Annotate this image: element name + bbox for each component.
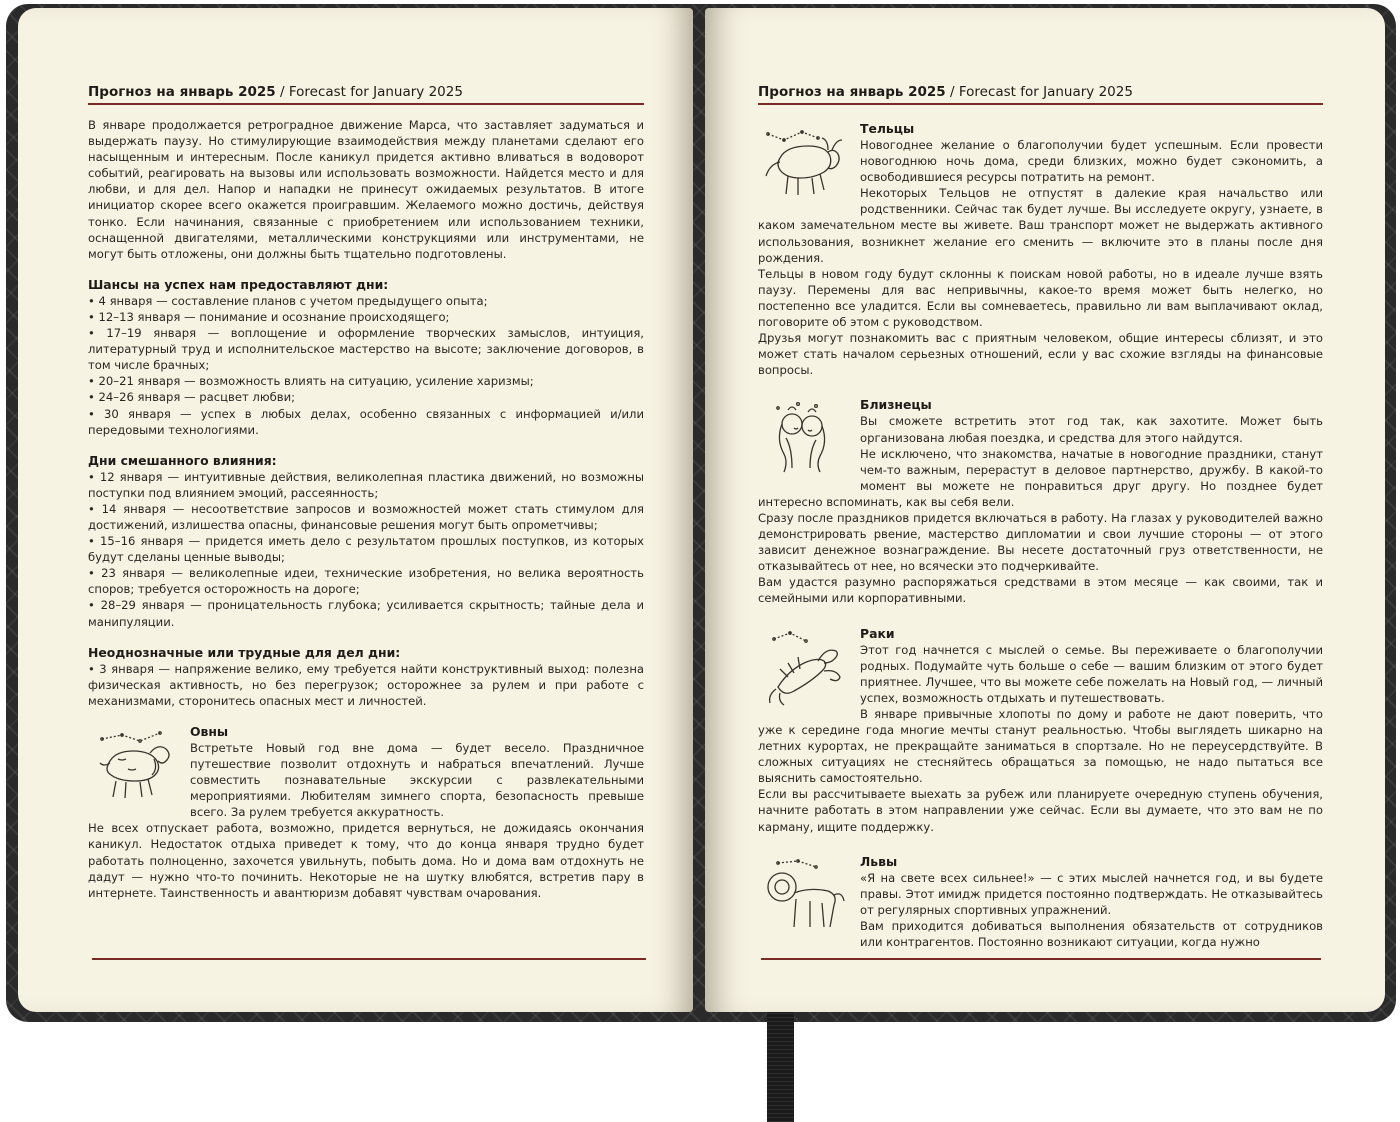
sign-paragraph: Вам удастся разумно распоряжаться средствами в этом месяце — как своими, так и семейными или корпоративными. bbox=[758, 575, 1323, 606]
sign-name: Львы bbox=[860, 853, 898, 869]
section-title: Шансы на успех нам предоставляют дни: bbox=[88, 276, 389, 292]
sign-paragraph: Сразу после праздников придется включаться в работу. На глазах у руководителей важно демонстрировать рвение, мастерство дипломатии и свои лучшие стороны — от этого зависит денежное вознаграждение. Вы несете достаточный груз ответственности, не отказывайтесь от нее, но всячески это подчеркивайте. bbox=[758, 510, 1323, 574]
section-title: Неоднозначные или трудные для дел дни: bbox=[88, 644, 401, 660]
header-title-en: Forecast for January 2025 bbox=[288, 84, 463, 100]
sign-paragraph: Этот год начнется с мыслей о семье. Вы переживаете о благополучии родных. Подумайте чуть больше о себе — вашим близким от этого будет приятнее. Лучшее, что вы можете себе пожелать на Новый год, — личный успех, возможность отдыхать и путешествовать. bbox=[860, 642, 1323, 705]
sign-paragraph: В январе привычные хлопоты по дому и работе не дают поверить, что уже к середине года многие мечты станут реальностью. Чтобы выглядеть шикарно на летних курортах, не прекращайте заниматься в спортзале. Но не переусердствуйте. В сложных ситуациях не стесняйтесь обращаться за помощью, не надо пытаться все выяснить самостоятельно. bbox=[758, 706, 1323, 786]
left-page-header bbox=[88, 84, 644, 105]
sign-taurus bbox=[758, 120, 1323, 378]
sign-paragraph: Друзья могут познакомить вас с приятным человеком, общие интересы сблизят, и это может стать началом серьезных отношений, если у вас схожие взгляды на финансовые вопросы. bbox=[758, 331, 1323, 378]
sign-paragraph: «Я на свете всех сильнее!» — с этих мыслей начнется год, и вы будете правы. Этот имидж придется постоянно подтверждать. Не отказывайтесь от регулярных спортивных упражнений. bbox=[860, 870, 1323, 917]
section-title: Дни смешанного влияния: bbox=[88, 452, 277, 468]
list-item: • 20–21 января — возможность влиять на ситуацию, усиление харизмы; bbox=[88, 374, 534, 389]
list-item: • 17–19 января — воплощение и оформление творческих замыслов, интуиция, литературный труд и исполнительское мастерство на высоте; заключение договоров, в том числе брачных; bbox=[88, 326, 644, 373]
day-list bbox=[88, 293, 644, 438]
sign-cancer bbox=[758, 625, 1323, 835]
sign-aries bbox=[88, 723, 644, 901]
crayfish-icon bbox=[758, 627, 848, 707]
header-title-en: Forecast for January 2025 bbox=[958, 84, 1133, 100]
header-title-ru: Прогноз на январь 2025 bbox=[758, 84, 946, 100]
right-page-content bbox=[758, 120, 1323, 968]
sign-paragraph: Если вы рассчитываете выехать за рубеж или планируете очередную ступень обучения, начните работать в этом направлении уже сейчас. Если вы думаете, что это вам не по карману, ищите поддержку. bbox=[758, 787, 1323, 834]
sign-paragraph: Новогоднее желание о благополучии будет успешным. Если провести новогоднюю ночь дома, среди близких, можно будет сэкономить, а освободившиеся ресурсы потратить на ремонт. bbox=[860, 138, 1323, 185]
day-list bbox=[88, 469, 644, 630]
header-separator: / bbox=[275, 84, 289, 100]
list-item: • 24–26 января — расцвет любви; bbox=[88, 390, 296, 405]
list-item: • 15–16 января — придется иметь дело с результатом прошлых поступков, из которых будут сделаны ценные выводы; bbox=[88, 534, 644, 565]
sign-name: Раки bbox=[860, 625, 895, 641]
left-footer-rule bbox=[92, 958, 646, 960]
left-page bbox=[18, 8, 693, 1012]
ram-icon bbox=[88, 725, 178, 805]
right-page-header bbox=[758, 84, 1323, 105]
list-item: • 28–29 января — проницательность глубока; усиливается скрытность; тайные дела и манипуляции. bbox=[88, 598, 644, 629]
day-list bbox=[88, 661, 644, 709]
lion-icon bbox=[758, 855, 848, 935]
sign-paragraph: Тельцы в новом году будут склонны к поискам новой работы, но в идеале лучше взять паузу. Перемены для вас непривычны, какое-то время может быть нелегко, но постепенно все уладится. Если вы сомневаетесь, правильно ли вам выплачивают оклад, поговорите об этом с руководством. bbox=[758, 266, 1323, 330]
bull-icon bbox=[758, 122, 848, 202]
sign-gemini bbox=[758, 396, 1323, 606]
right-page bbox=[705, 8, 1385, 1012]
right-footer-rule bbox=[761, 958, 1321, 960]
list-item: • 23 января — великолепные идеи, технические изобретения, но велика вероятность споров; требуется осторожность на дороге; bbox=[88, 566, 644, 597]
list-item: • 30 января — успех в любых делах, особенно связанных с информацией и/или передовыми технологиями. bbox=[88, 406, 644, 437]
sign-paragraph: Не всех отпускает работа, возможно, придется вернуться, не дожидаясь окончания каникул. Недостаток отдыха приведет к тому, что до конца января трудно будет работать полноценно, захочется увильнуть, побыть дома. Но и дома вам отдохнуть не дадут — нужно что-то починить. Некоторые не на шутку влюбятся, встретив пару в интернете. Таинственность и авантюризм добавят чувствам очарования. bbox=[88, 821, 644, 900]
sign-paragraph: Не исключено, что знакомства, начатые в новогодние праздники, станут чем-то важным, перерастут в деловое партнерство, дружбу. В какой-то момент вы можете не понравиться друг другу. Но позднее будет интересно вспоминать, как вы себя вели. bbox=[758, 446, 1323, 509]
section-success-days bbox=[88, 276, 644, 438]
sign-paragraph: Вам приходится добиваться выполнения обязательств от сотрудников или контрагентов. Постоянно возникают ситуации, когда нужно bbox=[860, 918, 1323, 950]
sign-paragraph: Встретьте Новый год вне дома — будет весело. Праздничное путешествие позволит отдохнуть и набраться впечатлений. Лучше совместить познавательные экскурсии с развлекательными мероприятиями. Любителям зимнего спорта, безопасность превыше всего. За рулем требуется аккуратность. bbox=[190, 740, 644, 820]
header-title-ru: Прогноз на январь 2025 bbox=[88, 84, 276, 100]
intro-paragraph: В январе продолжается ретроградное движение Марса, что заставляет задуматься и выдержать паузу. Но стимулирующие взаимодействия между планетами сделают его насыщенным и интересным. После каникул придется активно вливаться в водоворот событий, реагировать на вызовы или использовать возможности. Найдется место и для любви, и для дел. Напор и нападки не принесут ожидаемых результатов. В итоге инициатор скорее всего окажется проигравшим. Желаемого можно достичь, действуя тонко. Если начинания, связанные с приобретением или использованием техники, оснащенной двигателями, металлическими конструкциями или инструментами, не могут быть отложены, они должны быть тщательно подготовлены. bbox=[88, 118, 644, 261]
sign-name: Овны bbox=[190, 723, 229, 739]
sign-leo bbox=[758, 853, 1323, 950]
list-item: • 12 января — интуитивные действия, великолепная пластика движений, но возможны поступки под влиянием эмоций, рассеянность; bbox=[88, 469, 644, 500]
sign-name: Тельцы bbox=[860, 121, 915, 136]
twins-icon bbox=[758, 398, 848, 478]
section-mixed-days bbox=[88, 452, 644, 630]
list-item: • 3 января — напряжение велико, ему требуется найти конструктивный выход: полезна физическая активность, но без перегрузок; осторожнее за рулем и при работе с механизмами, сторонитесь опасных мест и личностей. bbox=[88, 661, 644, 708]
header-separator: / bbox=[945, 84, 959, 100]
bookmark-ribbon bbox=[767, 1012, 794, 1122]
sign-paragraph: Некоторых Тельцов не отпустят в далекие края начальство или родственники. Сейчас так будет лучше. Вы исследуете округу, узнаете, в каком замечательном месте вы живете. Ваш транспорт может не выдержать активного использования, возникнет желание его сменить — включите это в планы после дня рождения. bbox=[758, 186, 1323, 265]
list-item: • 4 января — составление планов с учетом предыдущего опыта; bbox=[88, 293, 488, 308]
list-item: • 14 января — несоответствие запросов и возможностей может стать стимулом для достижений, излишества опасны, финансовые решения могут быть опрометчивы; bbox=[88, 501, 644, 532]
sign-name: Близнецы bbox=[860, 397, 932, 413]
section-difficult-days bbox=[88, 644, 644, 709]
list-item: • 12–13 января — понимание и осознание происходящего; bbox=[88, 309, 450, 324]
sign-paragraph: Вы сможете встретить этот год так, как захотите. Может быть организована любая поездка, и средства для этого найдутся. bbox=[860, 414, 1323, 445]
left-page-content bbox=[88, 117, 644, 919]
